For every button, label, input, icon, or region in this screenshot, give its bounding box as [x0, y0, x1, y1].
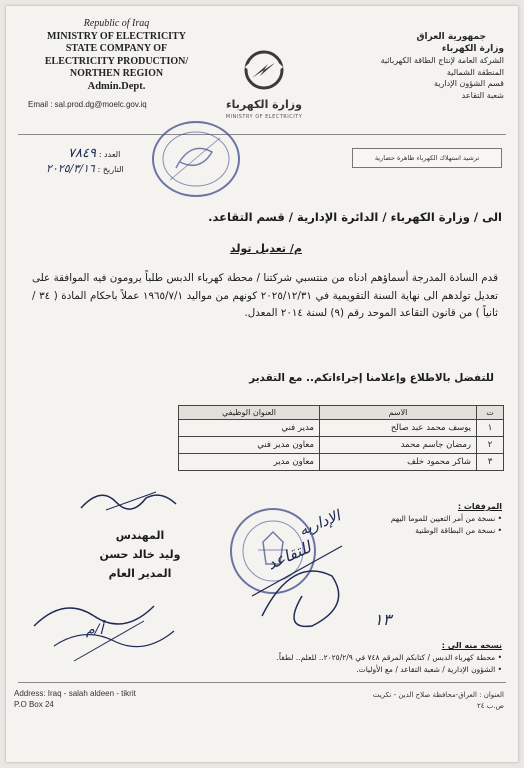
row-index: ٢ [477, 437, 504, 454]
col-title-header: العنوان الوظيفي [179, 406, 320, 420]
footer-arabic [324, 690, 504, 711]
copies-title: نسخه منه الى : [441, 641, 502, 650]
closing-line: للتفضل بالاطلاع وإعلامنا إجراءاتكم.. مع التقدير [249, 372, 494, 384]
header-ar-line1: جمهورية العراق [416, 32, 486, 42]
signatory-name: وليد خالد حسن [99, 548, 181, 561]
lightning-logo-icon [224, 46, 304, 102]
row-name: يوسف محمد عبد صالح [320, 420, 477, 437]
col-name-header: الاسم [320, 406, 477, 420]
header-ar-line3: الشركة العامة لإنتاج الطاقة الكهربائية [380, 56, 504, 65]
handwritten-mark: ١٣ [374, 610, 392, 629]
footer-ar-address: العنوان : العراق-محافظة صلاح الدين - تكريت [372, 691, 504, 699]
handwritten-note-1: الإداريه [296, 506, 343, 540]
document-number [68, 146, 120, 161]
header-ar-line5: قسم الشؤون الإدارية [434, 79, 504, 88]
attachments-block [332, 501, 502, 537]
row-name: شاكر محمود خلف [320, 454, 477, 471]
row-index: ٣ [477, 454, 504, 471]
row-title: معاون مدير [179, 454, 320, 471]
header-email: Email : sal.prod.dg@moelc.gov.iq [28, 100, 147, 109]
footer-pobox: P.O Box 24 [14, 700, 54, 709]
arabic-letterhead [334, 32, 504, 101]
logo-arabic-text: وزارة الكهرباء [226, 98, 302, 111]
header-divider [18, 134, 506, 135]
signatory-position: المدير العام [108, 567, 172, 580]
letter-body: قدم السادة المدرجة أسماؤهم ادناه من منتسبي شركتنا / محطة كهرباء الدبس طلباً يرومون فيه الموافقة على تعديل تولدهم الى نهاية السنة التقويمية في ٢٠٢٥/١٢/٣١ كونهم من مواليد ١٩٦٥/٧/١ عملاً باحكام المادة ( ٣٤ / ثانياً ) من قانون التقاعد الموحد رقم (٩) لسنة ٢٠١٤ المعدل. [32, 272, 499, 319]
signature-scribble-icon [76, 480, 186, 520]
received-stamp-icon [150, 118, 242, 200]
copy-item: • الشؤون الإدارية / شعبة التقاعد / مع الأوليات. [192, 664, 502, 676]
header-en-line3: STATE COMPANY OF [65, 43, 168, 54]
header-en-line5: NORTHEN REGION [69, 68, 164, 79]
attachment-item: • نسخة من البطاقة الوطنية [332, 525, 502, 537]
table-row [179, 420, 504, 437]
employee-table [178, 405, 504, 471]
footer-address: Address: Iraq - salah aldeen - tikrit [14, 689, 136, 698]
handwritten-initials: أ/م [86, 622, 104, 638]
row-title: مدير فني [179, 420, 320, 437]
header-en-line4: ELECTRICITY PRODUCTION/ [44, 55, 189, 67]
footer-english [14, 688, 136, 710]
row-name: رمضان جاسم محمد [320, 437, 477, 454]
logo-english-text: MINISTRY OF ELECTRICITY [225, 114, 303, 120]
subject-line: م/ تعديل تولد [230, 242, 302, 255]
table-row [179, 454, 504, 471]
row-index: ١ [477, 420, 504, 437]
header-ar-line4: المنطقة الشمالية [446, 67, 504, 77]
table-header-row [179, 406, 504, 420]
attachments-title: المرفقات : [457, 502, 502, 511]
footer-ar-pobox: ص.ب ٢٤ [476, 701, 504, 710]
signatory-block [70, 526, 210, 583]
signatory-title: المهندس [115, 529, 165, 542]
handwritten-loop-icon [242, 526, 362, 636]
date-label: التاريخ : [97, 165, 124, 174]
header-en-line1: Republic of Iraq [83, 18, 150, 29]
header-ar-line6: شعبة التقاعد [461, 90, 504, 100]
copy-item: • محطة كهرباء الدبس / كتابكم المرقم ٧٤٨ في ٢٠٢٥/٢/٩.. للعلم.. لطفاً. [192, 652, 502, 664]
attachment-item: • نسخة من أمر التعيين للموما اليهم [332, 513, 502, 525]
number-label: العدد : [98, 150, 121, 159]
row-title: معاون مدير فني [179, 437, 320, 454]
number-value: ٧٨٤٩ [68, 146, 96, 161]
header-en-line2: MINISTRY OF ELECTRICITY [47, 30, 186, 42]
document-date [46, 162, 124, 175]
table-row [179, 437, 504, 454]
date-value: ٢٠٢٥/٣/١٦ [46, 162, 95, 175]
handwritten-note-2: للتقاعد [264, 537, 314, 574]
copies-block [192, 640, 502, 676]
col-index-header: ت [477, 406, 504, 420]
addressee-line: الى / وزارة الكهرباء / الدائرة الإدارية / قسم التقاعد. [208, 210, 502, 224]
header-ar-line2: وزارة الكهرباء [441, 43, 504, 54]
document-page [6, 6, 518, 762]
footer-divider [18, 682, 506, 683]
handwritten-initials-icon [24, 586, 184, 666]
english-letterhead [34, 18, 199, 93]
header-en-dept: Admin.Dept. [87, 80, 146, 92]
slogan-box: ترشيد استهلاك الكهرباء ظاهرة حضارية [352, 148, 502, 168]
